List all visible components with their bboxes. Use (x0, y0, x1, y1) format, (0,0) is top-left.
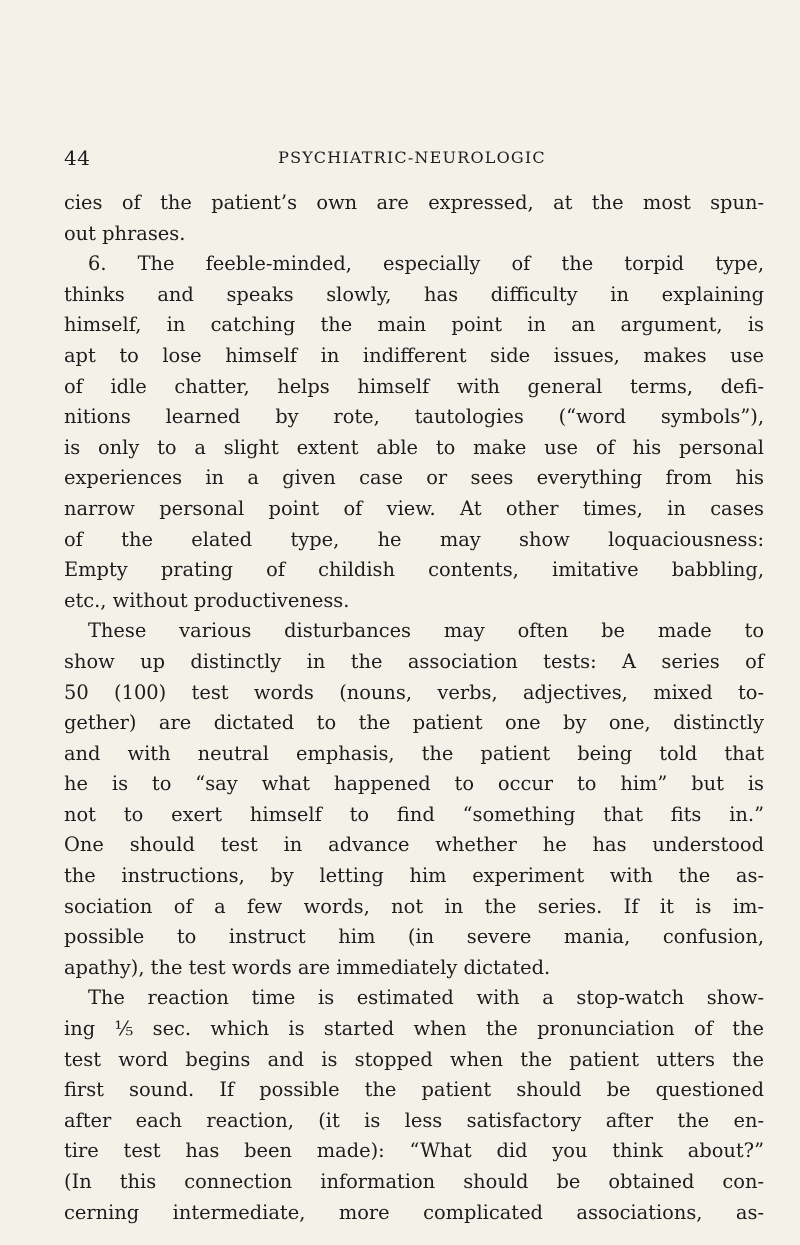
text-line: he is to “say what happened to occur to him” but is (64, 772, 764, 796)
text-line: himself, in catching the main point in an argument, is (64, 313, 764, 337)
text-line: sociation of a few words, not in the series. If it is im- (64, 894, 764, 918)
text-line: of idle chatter, helps himself with general terms, defi- (64, 374, 764, 398)
text-line: of the elated type, he may show loquaciousness: (64, 527, 764, 551)
text-line: One should test in advance whether he has understood (64, 833, 764, 857)
text-line: 50 (100) test words (nouns, verbs, adjectives, mixed to- (64, 680, 764, 704)
page-header (64, 146, 760, 170)
text-line: the instructions, by letting him experiment with the as- (64, 864, 764, 888)
page-number: 44 (64, 146, 91, 170)
text-line: out phrases. (64, 221, 186, 245)
text-line: possible to instruct him (in severe mania, confusion, (64, 925, 764, 949)
text-line: and with neutral emphasis, the patient being told that (64, 741, 764, 765)
text-line: These various disturbances may often be made to (88, 619, 764, 643)
text-line: test word begins and is stopped when the patient utters the (64, 1047, 764, 1071)
text-line: cerning intermediate, more complicated associations, as- (64, 1200, 764, 1224)
text-line: after each reaction, (it is less satisfactory after the en- (64, 1108, 764, 1132)
text-line: is only to a slight extent able to make use of his personal (64, 435, 764, 459)
body-text (64, 188, 764, 1228)
text-line: Empty prating of childish contents, imitative babbling, (64, 558, 764, 582)
text-line: cies of the patient’s own are expressed, at the most spun- (64, 191, 764, 214)
text-line: tire test has been made): “What did you think about?” (64, 1139, 764, 1163)
text-line: etc., without productiveness. (64, 588, 350, 612)
text-line: gether) are dictated to the patient one by one, distinctly (64, 711, 764, 735)
text-line: apathy), the test words are immediately dictated. (64, 955, 551, 979)
text-line: apt to lose himself in indifferent side issues, makes use (64, 343, 764, 367)
text-line: not to exert himself to find “something that fits in.” (64, 802, 764, 826)
text-line: first sound. If possible the patient should be questioned (64, 1078, 764, 1102)
running-head: PSYCHIATRIC-NEUROLOGIC (278, 148, 546, 167)
text-line: ing ⅕ sec. which is started when the pronunciation of the (64, 1017, 764, 1041)
text-line: show up distinctly in the association tests: A series of (64, 649, 764, 673)
text-line: narrow personal point of view. At other times, in cases (64, 496, 764, 520)
text-line: 6. The feeble-minded, especially of the torpid type, (88, 252, 764, 276)
text-line: experiences in a given case or sees everything from his (64, 466, 764, 490)
text-line: (In this connection information should be obtained con- (64, 1170, 764, 1193)
text-line: thinks and speaks slowly, has difficulty in explaining (64, 282, 764, 306)
text-line: The reaction time is estimated with a stop-watch show- (88, 986, 764, 1010)
text-line: nitions learned by rote, tautologies (“word symbols”), (64, 405, 764, 429)
